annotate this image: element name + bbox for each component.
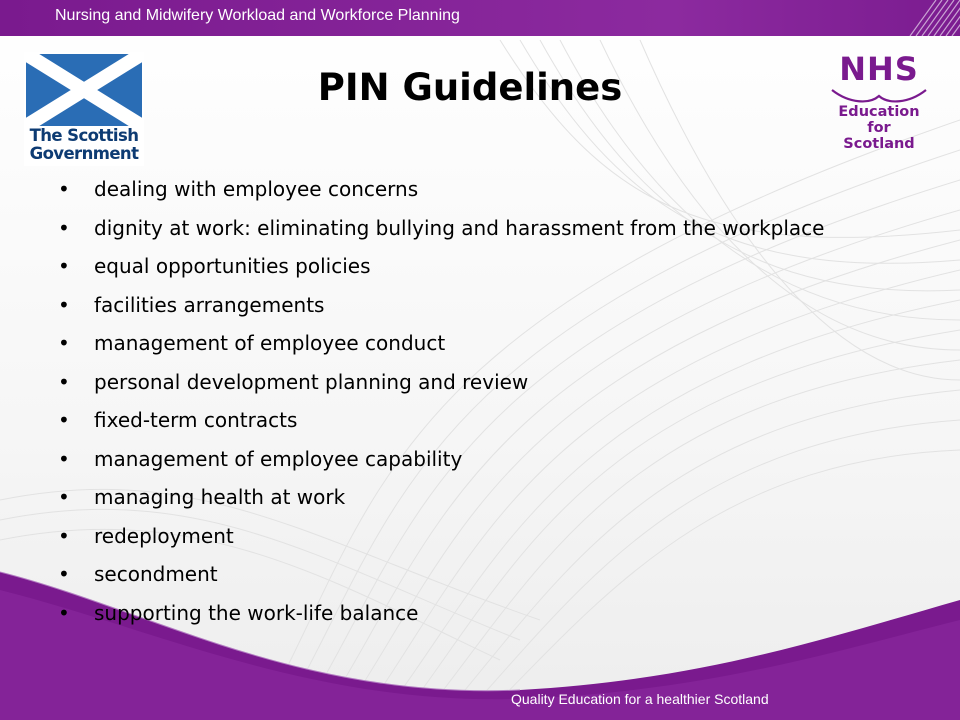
header-bar [0, 0, 960, 36]
nhs-line-1: Education [838, 104, 920, 120]
list-item: • dignity at work: eliminating bullying and harassment from the workplace [56, 209, 936, 248]
list-item: • facilities arrangements [56, 286, 936, 325]
header-title: Nursing and Midwifery Workload and Workforce Planning [55, 7, 460, 24]
list-item: • management of employee conduct [56, 324, 936, 363]
header-stripe-decoration [900, 0, 960, 36]
list-item: • equal opportunities policies [56, 247, 936, 286]
scottish-government-wordmark [24, 127, 144, 163]
list-item: • management of employee capability [56, 440, 936, 479]
footer-tagline: Quality Education for a healthier Scotland [511, 691, 769, 707]
list-item: • managing health at work [56, 478, 936, 517]
nhs-swoosh-icon [830, 86, 928, 106]
guideline-list [56, 170, 936, 632]
nhs-wordmark: NHS [839, 50, 919, 88]
nhs-education-logo [826, 50, 932, 160]
gov-line-1: The Scottish [29, 126, 139, 145]
nhs-subtitle [826, 104, 932, 152]
page-title: PIN Guidelines [317, 66, 623, 109]
list-item: • personal development planning and review [56, 363, 936, 402]
list-item: • supporting the work-life balance [56, 594, 936, 633]
list-item: • redeployment [56, 517, 936, 556]
nhs-line-2: for [867, 120, 891, 136]
list-item: • dealing with employee concerns [56, 170, 936, 209]
nhs-line-3: Scotland [843, 136, 915, 152]
list-item: • fixed-term contracts [56, 401, 936, 440]
list-item: • secondment [56, 555, 936, 594]
gov-line-2: Government [29, 144, 139, 163]
